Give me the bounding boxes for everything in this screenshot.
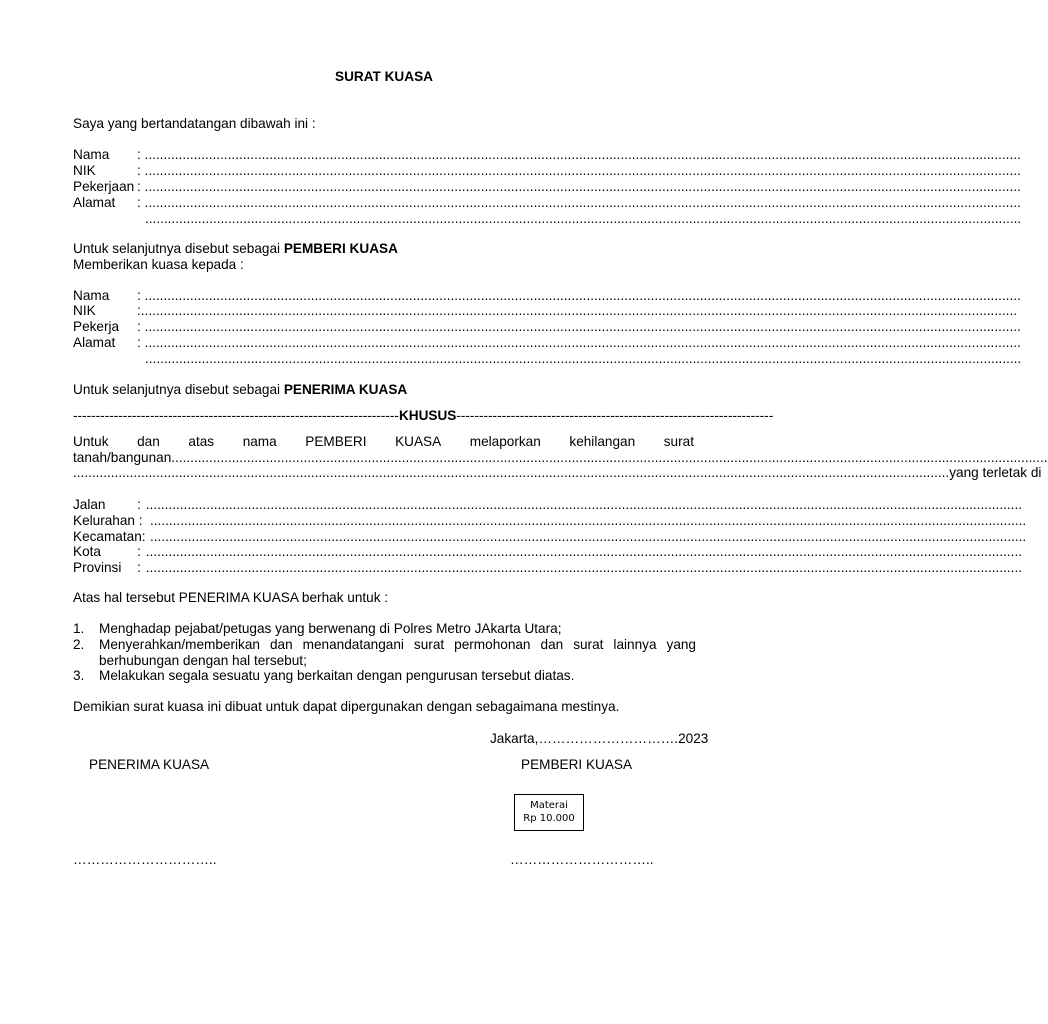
receiver-name-label: Nama [73, 288, 110, 303]
receiver-nik-label: NIK [73, 303, 96, 318]
receiver-nik-field[interactable]: : ..... [137, 303, 690, 319]
rights-number: 3. [73, 668, 85, 683]
kecamatan-label: Kecamatan: [73, 529, 146, 544]
giver-signature-line[interactable]: ………………………….. [510, 852, 654, 867]
kelurahan-label: Kelurahan : [73, 513, 143, 528]
stamp-label: Materai [530, 800, 568, 811]
grant-line: Memberikan kuasa kepada : [73, 257, 244, 272]
signer-receiver-label: PENERIMA KUASA [89, 757, 210, 772]
receiver-address-label: Alamat [73, 335, 116, 350]
receiver-address-field-line2[interactable] [145, 351, 690, 367]
city-label: Kota [73, 544, 101, 559]
receiver-job-label: Pekerja [73, 319, 120, 334]
province-field[interactable]: : ..... [137, 560, 694, 576]
purpose-suffix: yang terletak di [949, 465, 1042, 480]
city-field[interactable]: : ..... [137, 544, 694, 560]
giver-note: Untuk selanjutnya disebut sebagai PEMBERI KUASA [73, 241, 398, 256]
special-label: KHUSUS [398, 408, 457, 423]
giver-role-label: PEMBERI KUASA [283, 241, 398, 256]
receiver-signature-line[interactable]: ………………………….. [73, 852, 217, 867]
street-field[interactable]: : ..... [137, 497, 687, 513]
rights-intro: Atas hal tersebut PENERIMA KUASA berhak untuk : [73, 590, 389, 605]
giver-address-label: Alamat [73, 195, 116, 210]
letter-title: SURAT KUASA [335, 69, 433, 84]
receiver-address-field[interactable]: : ..... [137, 335, 690, 351]
purpose-line-2[interactable]: tanah/bangunan ..... [73, 450, 686, 466]
rights-item: Menghadap pejabat/petugas yang berwenang di Polres Metro JAkarta Utara; [99, 621, 562, 636]
receiver-job-field[interactable]: : ..... [137, 319, 690, 335]
special-separator: ------------------------------------------------------------------------ KHUSUS ---------------------------------------------------------------------- [73, 408, 774, 423]
street-label: Jalan [73, 497, 106, 512]
place-date[interactable]: Jakarta,………………………….2023 [490, 731, 709, 746]
receiver-name-field[interactable]: : ..... [137, 288, 690, 304]
giver-job-field[interactable]: : ..... [137, 179, 690, 195]
kelurahan-field[interactable] [145, 513, 694, 529]
receiver-note: Untuk selanjutnya disebut sebagai PENERIMA KUASA [73, 382, 408, 397]
kecamatan-field[interactable] [145, 529, 694, 545]
giver-address-field-line2[interactable] [145, 211, 690, 227]
rights-item: Melakukan segala sesuatu yang berkaitan dengan pengurusan tersebut diatas. [99, 668, 575, 683]
giver-nik-label: NIK [73, 163, 96, 178]
rights-number: 2. [73, 637, 85, 652]
rights-number: 1. [73, 621, 85, 636]
purpose-line-3[interactable] [73, 465, 1042, 481]
giver-job-label: Pekerjaan [73, 179, 135, 194]
signer-giver-label: PEMBERI KUASA [521, 757, 633, 772]
rights-item: Menyerahkan/memberikan dan menandatangani surat permohonan dan surat lainnya yang berhubungan dengan hal tersebut; [99, 637, 696, 668]
intro-text: Saya yang bertandatangan dibawah ini : [73, 116, 316, 131]
receiver-role-label: PENERIMA KUASA [283, 382, 408, 397]
giver-address-field[interactable]: : ..... [137, 195, 690, 211]
province-label: Provinsi [73, 560, 122, 575]
stamp-amount: Rp 10.000 [523, 813, 575, 824]
stamp-duty-box [514, 794, 584, 831]
giver-nik-field[interactable]: : ..... [137, 163, 690, 179]
purpose-line-1: Untuk dan atas nama PEMBERI KUASA melaporkan kehilangan surat [73, 434, 694, 449]
closing-text: Demikian surat kuasa ini dibuat untuk dapat dipergunakan dengan sebagaimana mestinya. [73, 699, 620, 714]
giver-name-label: Nama [73, 147, 110, 162]
giver-name-field[interactable]: : ..... [137, 147, 690, 163]
